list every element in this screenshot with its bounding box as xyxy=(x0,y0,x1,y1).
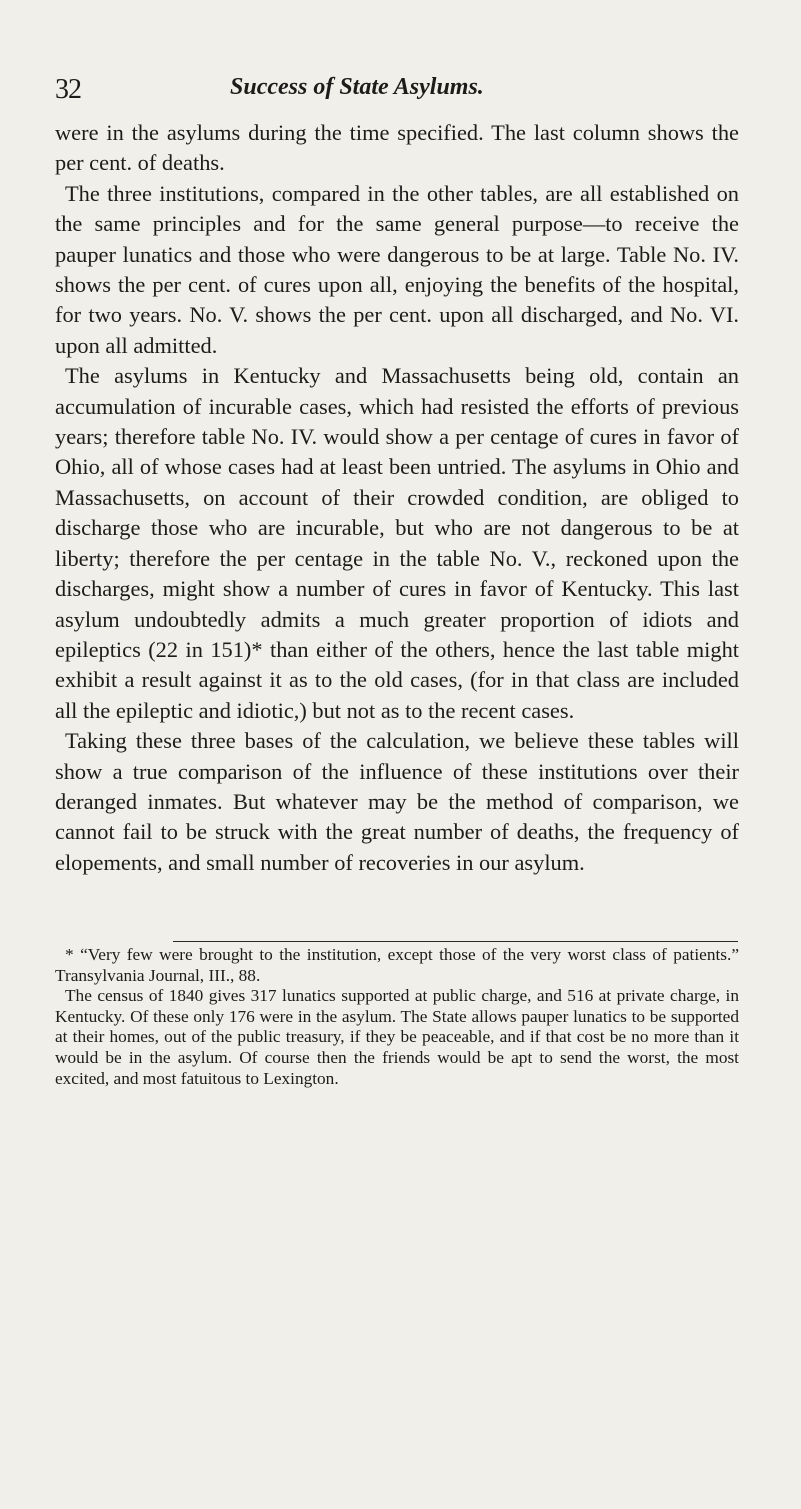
paragraph: were in the asylums during the time specified. The last column shows the per cent. of deaths. xyxy=(55,120,739,176)
body-text xyxy=(55,118,739,878)
paragraph: The three institutions, compared in the other tables, are all established on the same principles and for the same general purpose—to receive the pauper lunatics and those who were dangerous to be at large. Table No. IV. shows the per cent. of cures upon all, enjoying the benefits of the hospital, for two years. No. V. shows the per cent. upon all discharged, and No. VI. upon all admitted. xyxy=(55,180,739,358)
paragraph: The asylums in Kentucky and Massachusetts being old, contain an accumulation of incurable cases, which had resisted the efforts of previous years; therefore table No. IV. would show a per centage of cures in favor of Ohio, all of whose cases had at least been untried. The asylums in Ohio and Massachusetts, on account of their crowded condition, are obliged to discharge those who are incurable, but who are not dangerous to be at liberty; therefore the per centage in the table No. V., reckoned upon the discharges, might show a number of cures in favor of Kentucky. This last asylum undoubtedly admits a much greater proportion of idiots and epileptics (22 in 151)* than either of the others, hence the last table might exhibit a result against it as to the old cases, (for in that class are included all the epileptic and idiotic,) but not as to the recent cases. xyxy=(55,363,739,723)
footnotes xyxy=(55,945,739,1089)
footnote: The census of 1840 gives 317 lunatics supported at public charge, and 516 at private charge, in Kentucky. Of these only 176 were in the asylum. The State allows pauper lunatics to be supported at their homes, out of the public treasury, if they be peaceable, and if that cost be no more than it would be in the asylum. Of course then the friends would be apt to send the worst, the most excited, and most fatuitous to Lexington. xyxy=(55,986,739,1088)
page-number: 32 xyxy=(55,74,81,105)
footnote: * “Very few were brought to the institution, except those of the very worst class of patients.” Transylvania Journal, III., 88. xyxy=(55,945,739,985)
paragraph: Taking these three bases of the calculation, we believe these tables will show a true comparison of the influence of these institutions over their deranged inmates. But whatever may be the method of comparison, we cannot fail to be struck with the great number of deaths, the frequency of elopements, and small number of recoveries in our asylum. xyxy=(55,728,739,875)
page-header xyxy=(55,74,755,114)
footnote-divider xyxy=(173,941,738,942)
running-head: Success of State Asylums. xyxy=(230,74,484,100)
